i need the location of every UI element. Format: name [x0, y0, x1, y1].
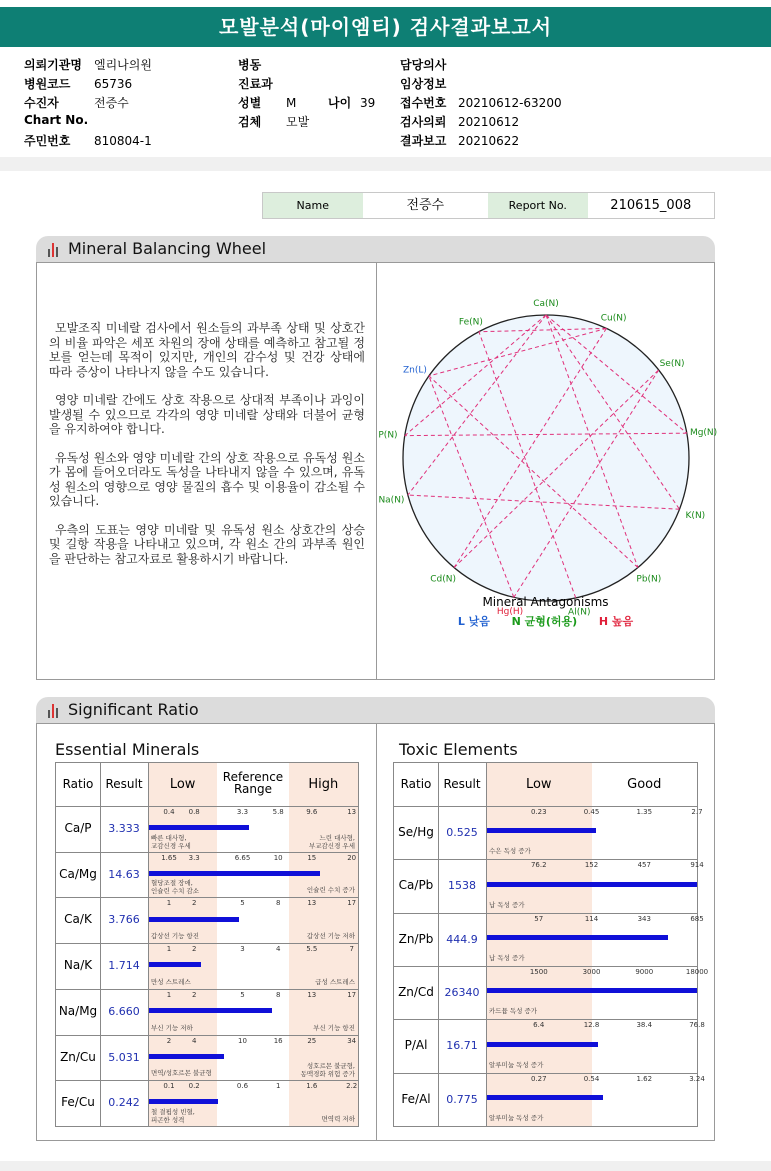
- footer-band: [0, 1161, 771, 1171]
- low-zone-shade: [486, 763, 592, 1126]
- tick-label: 1.62: [636, 1074, 653, 1083]
- wheel-node-label: K(N): [685, 510, 706, 521]
- tick-label: 8: [275, 990, 281, 999]
- tick-label: 7: [349, 945, 354, 954]
- tick-label: 1: [166, 899, 172, 908]
- low-interpretation-note: 부신 기능 저하: [151, 1023, 193, 1032]
- interpretation-note: 카드뮴 독성 증가: [489, 1007, 538, 1016]
- tick-label: 13: [307, 990, 317, 999]
- ratio-name: Ca/K: [64, 912, 92, 927]
- tick-label: 4: [191, 1036, 197, 1045]
- tick-label: 9000: [635, 968, 654, 976]
- tick-label: 0.1: [163, 1082, 175, 1091]
- high-interpretation-note: 느린 대사형, 부교감신경 우세: [308, 833, 355, 850]
- tick-label: 9.6: [306, 808, 318, 816]
- result-bar: [487, 1042, 598, 1047]
- report-no-label: Report No.: [488, 193, 588, 218]
- interpretation-note: 알루미늄 독성 증가: [489, 1060, 544, 1069]
- result-value: 16.71: [446, 1039, 478, 1053]
- wheel-circle: [403, 315, 689, 601]
- ratio-name: Na/K: [63, 958, 93, 973]
- wheel-node-label: Se(N): [659, 358, 685, 369]
- specimen-label: 검체: [238, 115, 262, 129]
- tick-label: 3.24: [689, 1074, 705, 1083]
- result-value: 0.775: [446, 1092, 478, 1106]
- tick-label: 2: [191, 945, 197, 954]
- wheel-node-label: Cu(N): [600, 313, 627, 324]
- result-bar: [149, 917, 239, 922]
- ratio-section-header: [36, 697, 715, 723]
- result-value: 14.63: [108, 867, 140, 881]
- tick-label: 685: [690, 914, 704, 923]
- result-bar: [149, 962, 201, 967]
- wheel-section-title: Mineral Balancing Wheel: [68, 239, 267, 258]
- receipt-no-label: 접수번호: [400, 96, 447, 110]
- tick-label: 1: [275, 1082, 281, 1091]
- name-bar: [262, 192, 715, 219]
- report-date-value: 20210622: [458, 134, 520, 148]
- tick-label: 13: [307, 899, 317, 908]
- result-bar: [487, 988, 697, 993]
- client-label: 의뢰기관명: [24, 58, 82, 72]
- wheel-node-label: Zn(L): [402, 365, 427, 376]
- middle-info-block: [238, 56, 375, 132]
- dept-label: 진료과: [238, 77, 273, 91]
- tick-label: 57: [534, 914, 544, 923]
- patient-value: 전증수: [94, 96, 129, 110]
- low-interpretation-note: 빠른 대사형, 교감신경 우세: [151, 833, 191, 850]
- result-bar: [487, 828, 596, 833]
- ratio-name: Ca/Mg: [59, 866, 97, 881]
- wheel-paragraph-1: 모발조직 미네랄 검사에서 원소들의 과부족 상태 및 상호간의 비율 파악은 세포 차원의 장애 상태를 예측하고 참고될 정보를 얻는데 목적이 있지만, 개인의 감수성 및 건강 상태에 따라 증상이 나타나지 않을 수도 있습니다.: [49, 321, 365, 379]
- ratio-name: Zn/Cd: [398, 985, 434, 999]
- chart-no-label: Chart No.: [24, 113, 89, 127]
- wheel-node-label: Pb(N): [636, 574, 662, 585]
- tick-label: 0.54: [583, 1074, 600, 1083]
- left-info-block: [24, 56, 152, 151]
- low-interpretation-note: 면역/성호르몬 불균형: [151, 1069, 212, 1078]
- tick-label: 20: [347, 853, 357, 862]
- tick-label: 3000: [582, 968, 601, 976]
- ratio-name: Zn/Pb: [398, 931, 434, 946]
- wheel-node-label: Ca(N): [533, 299, 559, 309]
- ratio-header: Ratio: [62, 777, 94, 791]
- tick-label: 0.8: [188, 808, 200, 816]
- high-interpretation-note: 성호르몬 불균형, 동맥경화 위험 증가: [300, 1062, 355, 1079]
- low-interpretation-note: 철 결핍성 빈혈, 피곤한 성격: [151, 1108, 195, 1124]
- report-no-value: 210615_008: [610, 198, 692, 213]
- wheel-node-label: Mg(N): [689, 427, 718, 438]
- wheel-node-label: Na(N): [378, 495, 405, 506]
- client-value: 엘리나의원: [94, 58, 152, 72]
- tick-label: 17: [347, 990, 357, 999]
- wheel-node-label: Fe(N): [458, 317, 483, 328]
- right-info-block: [400, 56, 562, 151]
- result-bar: [487, 935, 668, 940]
- tick-label: 18000: [685, 968, 709, 976]
- tick-label: 152: [584, 861, 599, 870]
- tick-label: 6.65: [234, 853, 251, 862]
- tick-label: 8: [275, 899, 281, 908]
- wheel-panel: [36, 262, 718, 680]
- tick-label: 1.65: [161, 853, 177, 862]
- result-value: 3.333: [108, 822, 140, 835]
- tick-label: 3.3: [236, 808, 249, 816]
- result-value: 1.714: [108, 959, 140, 973]
- legend-low: L 낮음: [457, 615, 490, 628]
- tick-label: 3: [240, 945, 245, 954]
- wheel-description: [49, 321, 365, 580]
- tick-label: 16: [273, 1036, 283, 1045]
- tick-label: 4: [275, 945, 281, 954]
- result-bar: [149, 1054, 224, 1059]
- toxic-elements-table: [393, 762, 709, 1127]
- column-divider: [486, 763, 487, 1126]
- tick-label: 1.6: [306, 1082, 318, 1091]
- tick-label: 76.2: [530, 861, 547, 870]
- result-bar: [149, 825, 249, 830]
- result-bar: [149, 1099, 218, 1104]
- wheel-node-label: Al(N): [568, 607, 591, 618]
- tick-label: 1500: [529, 968, 548, 976]
- essential-title: Essential Minerals: [55, 740, 200, 759]
- ratio-panel: [36, 723, 715, 1141]
- tick-label: 5: [240, 899, 245, 908]
- result-bar: [149, 871, 320, 876]
- interpretation-note: 알루미늄 독성 증가: [489, 1114, 544, 1122]
- wheel-paragraph-2: 영양 미네랄 간에도 상호 작용으로 상대적 부족이나 과잉이 발생될 수 있으므로 각각의 영양 미네랄 상태와 더불어 균형을 유지하여야 합니다.: [49, 393, 365, 436]
- header-divider: [0, 157, 771, 171]
- ratio-name: Fe/Cu: [61, 1095, 95, 1110]
- ratio-name: Na/Mg: [58, 1003, 98, 1018]
- tick-label: 13: [347, 808, 357, 816]
- ratio-header: Ratio: [400, 777, 432, 791]
- low-header: Low: [169, 777, 196, 792]
- tick-label: 1: [166, 945, 172, 954]
- age-label: 나이: [328, 96, 352, 110]
- tick-label: 76.8: [689, 1021, 705, 1030]
- request-date-value: 20210612: [458, 115, 520, 129]
- resident-no-label: 주민번호: [24, 134, 71, 148]
- low-interpretation-note: 만성 스트레스: [151, 977, 191, 986]
- good-header: Good: [627, 777, 662, 792]
- result-value: 5.031: [108, 1050, 140, 1064]
- ratio-name: Fe/Al: [401, 1091, 431, 1106]
- tick-label: 1.35: [636, 808, 653, 816]
- wheel-paragraph-3: 유독성 원소와 영양 미네랄 간의 상호 작용으로 유독성 원소가 몸에 들어오더라도 독성을 나타내지 않을 수 있으며, 유독성 원소의 영향으로 영양 물질의 흡수 및 이용율이 감소될 수 있습니다.: [49, 450, 365, 508]
- essential-minerals-table: [55, 762, 359, 1127]
- tick-label: 0.4: [163, 808, 175, 816]
- report-date-label: 결과보고: [400, 134, 447, 148]
- bar-chart-icon: [48, 704, 62, 718]
- result-header: Result: [105, 777, 143, 791]
- ratio-name: Ca/P: [64, 821, 92, 835]
- resident-no-value: 810804-1: [94, 134, 152, 148]
- tick-label: 0.45: [583, 808, 600, 816]
- tick-label: 38.4: [636, 1021, 653, 1030]
- wheel-node-label: P(N): [378, 430, 398, 441]
- name-value: 전증수: [406, 198, 445, 213]
- interpretation-note: 납 독성 증가: [489, 900, 525, 909]
- result-header: Result: [443, 777, 481, 791]
- ratio-name: Se/Hg: [398, 825, 434, 839]
- tick-label: 3.3: [188, 853, 200, 862]
- toxic-title: Toxic Elements: [399, 740, 518, 759]
- request-date-label: 검사의뢰: [400, 115, 447, 129]
- result-value: 26340: [444, 986, 480, 999]
- interpretation-note: 수은 독성 증가: [489, 847, 531, 856]
- tick-label: 2.7: [691, 808, 703, 816]
- result-value: 0.525: [446, 826, 478, 839]
- ratio-name: Ca/Pb: [398, 878, 434, 893]
- ratio-panel-divider: [376, 724, 377, 1140]
- high-interpretation-note: 갑상선 기능 저하: [306, 932, 355, 941]
- result-value: 6.660: [108, 1004, 140, 1018]
- tick-label: 15: [307, 853, 317, 862]
- low-interpretation-note: 갑상선 기능 항진: [151, 932, 200, 941]
- ratio-name: P/Al: [404, 1038, 428, 1053]
- high-interpretation-note: 인슐린 수치 증가: [306, 886, 355, 895]
- sex-label: 성별: [238, 96, 262, 110]
- wheel-node-label: Cd(N): [430, 574, 457, 585]
- result-value: 3.766: [108, 913, 140, 927]
- tick-label: 0.27: [530, 1074, 547, 1083]
- result-value: 444.9: [446, 932, 478, 946]
- wheel-legend: [377, 613, 714, 629]
- tick-label: 0.23: [530, 808, 547, 816]
- tick-label: 0.6: [236, 1082, 249, 1091]
- tick-label: 1: [166, 990, 172, 999]
- tick-label: 25: [307, 1036, 317, 1045]
- wheel-paragraph-4: 우측의 도표는 영양 미네랄 및 유독성 원소 상호간의 상승 및 길항 작용을 나타내고 있으며, 각 원소 간의 과부족 원인을 판단하는 참고자료로 활용하시기 바랍니다.: [49, 522, 365, 566]
- clinical-info-label: 임상정보: [400, 77, 447, 91]
- tick-label: 5: [240, 990, 245, 999]
- wheel-chart-title: Mineral Antagonisms: [482, 595, 609, 609]
- tick-label: 34: [347, 1036, 357, 1045]
- tick-label: 2: [191, 990, 197, 999]
- tick-label: 2: [191, 899, 197, 908]
- result-value: 0.242: [108, 1096, 140, 1110]
- tick-label: 2: [166, 1036, 172, 1045]
- tick-label: 5.8: [272, 808, 284, 816]
- tick-label: 17: [347, 899, 357, 908]
- specimen-value: 모발: [286, 115, 310, 129]
- age-value: 39: [360, 96, 376, 110]
- report-title: 모발분석(마이엠티) 검사결과보고서: [0, 7, 771, 47]
- sex-value: M: [286, 96, 297, 110]
- high-interpretation-note: 부신 기능 항진: [313, 1023, 355, 1032]
- high-interpretation-note: 면역력 저하: [321, 1115, 355, 1123]
- patient-label: 수진자: [24, 96, 59, 110]
- interpretation-note: 납 독성 증가: [489, 954, 525, 962]
- tick-label: 114: [584, 914, 599, 923]
- wheel-node-label: Hg(H): [496, 607, 524, 618]
- result-value: 1538: [448, 879, 476, 893]
- tick-label: 6.4: [533, 1021, 545, 1030]
- wheel-section-header: [36, 236, 715, 262]
- name-label: Name: [263, 193, 363, 218]
- tick-label: 12.8: [583, 1021, 600, 1030]
- tick-label: 343: [637, 914, 651, 923]
- low-header: Low: [525, 777, 552, 792]
- result-bar: [487, 882, 697, 887]
- result-bar: [487, 1095, 603, 1100]
- legend-normal: N 균형(허용): [511, 615, 578, 628]
- tick-label: 0.2: [188, 1082, 200, 1091]
- tick-label: 10: [273, 853, 283, 862]
- high-header: High: [308, 777, 339, 792]
- result-bar: [149, 1008, 272, 1013]
- tick-label: 457: [637, 861, 651, 870]
- ratio-name: Zn/Cu: [60, 1049, 96, 1064]
- low-interpretation-note: 혈당조절 장애, 인슐린 수치 감소: [151, 879, 200, 896]
- high-interpretation-note: 급성 스트레스: [315, 977, 355, 986]
- reference-range-header: Reference Range: [222, 770, 284, 796]
- doctor-label: 담당의사: [400, 58, 447, 72]
- bar-chart-icon: [48, 243, 62, 257]
- hospital-code-value: 65736: [94, 77, 133, 91]
- column-divider: [148, 763, 149, 1126]
- ratio-section-title: Significant Ratio: [68, 700, 199, 719]
- hospital-code-label: 병원코드: [24, 77, 71, 91]
- legend-high: H 높음: [598, 615, 634, 628]
- ward-label: 병동: [238, 58, 262, 72]
- tick-label: 10: [238, 1036, 247, 1045]
- tick-label: 5.5: [306, 945, 318, 954]
- tick-label: 914: [690, 861, 704, 870]
- receipt-no-value: 20210612-63200: [458, 96, 562, 110]
- tick-label: 2.2: [346, 1082, 358, 1091]
